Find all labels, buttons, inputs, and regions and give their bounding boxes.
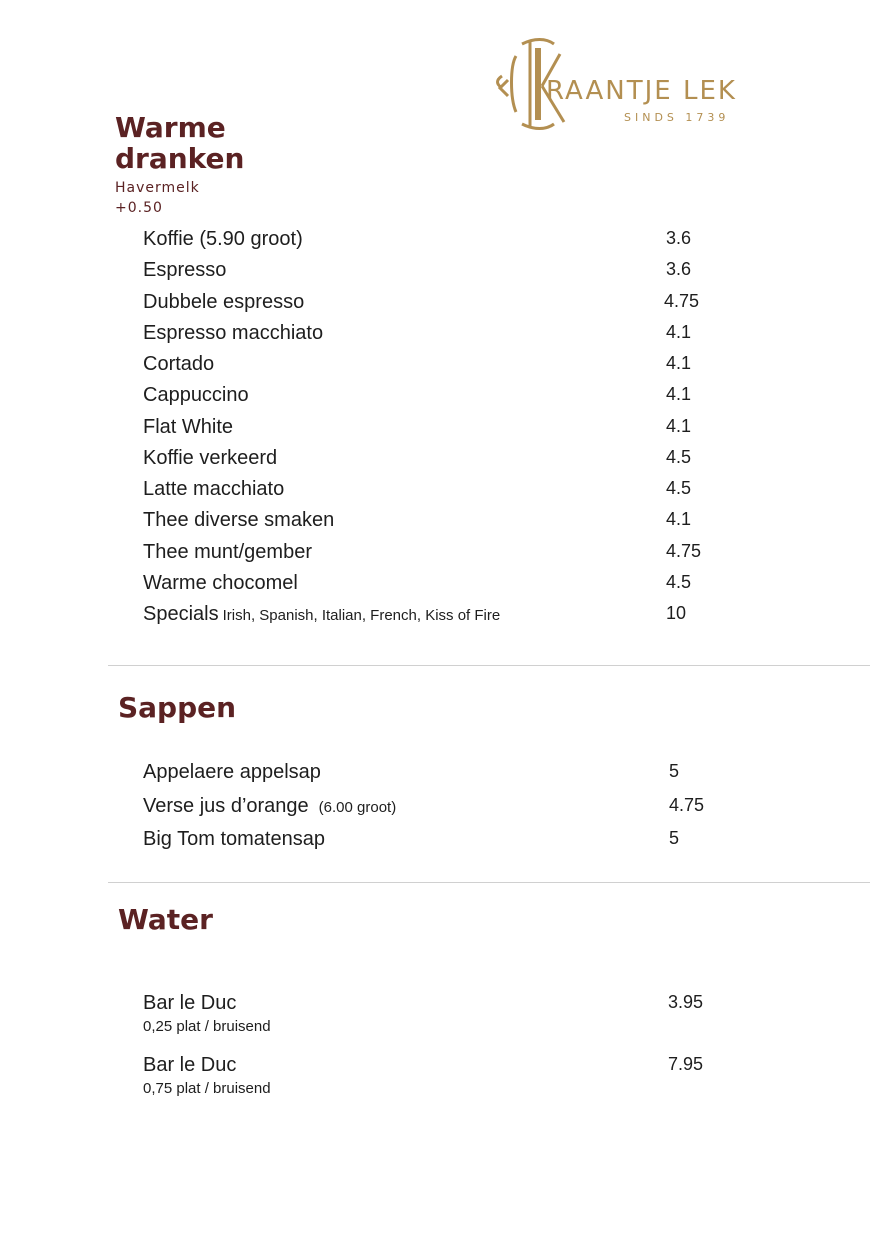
item-price: 3.6 [666, 259, 692, 279]
item-price: 4.5 [666, 478, 692, 498]
item-name-text: Verse jus d’orange [143, 795, 309, 817]
item-name: Thee diverse smaken [143, 509, 335, 531]
section-divider [108, 665, 870, 666]
section-title-line-1: Warme [115, 111, 226, 144]
item-name: Latte macchiato [143, 478, 285, 500]
item-price: 4.1 [666, 384, 692, 404]
item-name: Thee munt/gember [143, 541, 312, 563]
item-name: Flat White [143, 416, 234, 438]
item-price: 3.95 [668, 992, 704, 1012]
item-name-text: Specials [143, 603, 219, 625]
item-extra: Irish, Spanish, Italian, French, Kiss of Fire [222, 607, 501, 624]
item-subtitle: 0,25 plat / bruisend [143, 1018, 271, 1035]
item-price: 4.1 [666, 353, 692, 373]
item-price: 3.6 [666, 228, 692, 248]
menu-item [143, 795, 743, 825]
menu-item [143, 1054, 743, 1108]
section-title-line-2: dranken [115, 142, 245, 175]
item-price: 4.1 [666, 416, 692, 436]
menu-item [143, 322, 743, 352]
item-price: 5 [669, 761, 680, 781]
item-price: 10 [666, 603, 687, 623]
item-name: Bar le Duc [143, 992, 237, 1014]
menu-item [143, 353, 743, 383]
item-name [143, 795, 396, 818]
section-title-water: Water [118, 903, 213, 936]
menu-item [143, 291, 743, 321]
brand-logo [494, 36, 804, 132]
item-price: 4.1 [666, 509, 692, 529]
item-price: 4.75 [669, 795, 705, 815]
section-divider [108, 882, 870, 883]
brand-name: RAANTJE LEK [546, 76, 737, 106]
item-price: 4.5 [666, 447, 692, 467]
item-price: 4.1 [666, 322, 692, 342]
menu-item [143, 603, 743, 633]
section-title-warme-dranken [115, 112, 244, 174]
section-title-sappen: Sappen [118, 691, 237, 724]
item-name: Big Tom tomatensap [143, 828, 325, 850]
menu-item [143, 761, 743, 791]
item-name: Espresso macchiato [143, 322, 324, 344]
item-price: 4.75 [664, 291, 700, 311]
menu-item [143, 541, 743, 571]
menu-item [143, 478, 743, 508]
item-price: 5 [669, 828, 680, 848]
item-name: Bar le Duc [143, 1054, 237, 1076]
item-name: Dubbele espresso [143, 291, 305, 313]
item-name: Cappuccino [143, 384, 249, 406]
havermelk-note [115, 178, 200, 218]
item-extra: (6.00 groot) [318, 799, 397, 816]
item-name: Koffie (5.90 groot) [143, 228, 303, 250]
menu-item [143, 992, 743, 1046]
item-name: Espresso [143, 259, 227, 281]
menu-item [143, 447, 743, 477]
menu-item [143, 416, 743, 446]
item-price: 7.95 [668, 1054, 704, 1074]
item-name: Warme chocomel [143, 572, 298, 594]
menu-item [143, 828, 743, 858]
menu-item [143, 259, 743, 289]
item-name: Cortado [143, 353, 215, 375]
item-name: Koffie verkeerd [143, 447, 278, 469]
menu-item [143, 384, 743, 414]
item-price: 4.75 [666, 541, 702, 561]
note-line-2: +0.50 [115, 200, 163, 216]
menu-item [143, 228, 743, 258]
item-name: Appelaere appelsap [143, 761, 321, 783]
item-subtitle: 0,75 plat / bruisend [143, 1080, 271, 1097]
brand-since: SINDS 1739 [624, 111, 730, 124]
item-name [143, 603, 500, 626]
menu-item [143, 509, 743, 539]
note-line-1: Havermelk [115, 180, 200, 196]
menu-item [143, 572, 743, 602]
item-price: 4.5 [666, 572, 692, 592]
